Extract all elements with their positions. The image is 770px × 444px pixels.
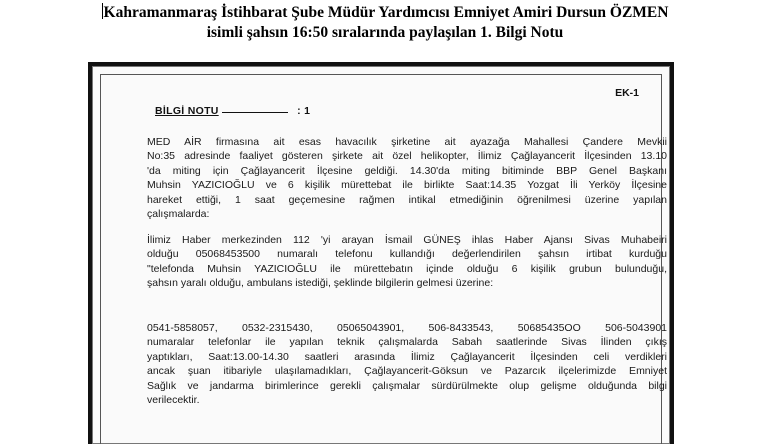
paragraph-1: [147, 135, 667, 221]
text-cursor: [102, 3, 103, 19]
caption: [0, 3, 770, 43]
text-line: çalışmalarda:: [147, 208, 210, 221]
text-line: verilecektir.: [147, 394, 200, 407]
text-line: MED AİR firmasına ait esas havacılık şirketine ait ayazağa Mahallesi Çandere Mevkii: [147, 136, 667, 148]
appendix-tag: EK-1: [615, 87, 639, 99]
text-line: No:35 adresinde faaliyet gösteren şirkete ait özel helikopter, İlimiz Çağlayancerit İlçesinden 13.10: [147, 150, 667, 163]
document-inner-border: [100, 74, 667, 444]
text-line: hareket ettiği, 1 saat geçemesine rağmen intikal etmediğinin öğrenilmesi üzerine yapılan: [147, 193, 667, 206]
text-line: 'da miting için Çağlayancerit İlçesine geldiği. 14.30'da miting bitiminde BBP Genel Başkanı: [147, 164, 667, 177]
text-line: ancak şuan itibariyle ulaşılamadıkları, Çağlayancerit-Göksun ve Pazarcık ilçelerimizde Emniyet: [147, 365, 667, 378]
text-line: olduğu 05068453500 numaralı telefonu kullandığı değerlendirilen şahsın irtibat kurduğu: [147, 248, 667, 261]
text-line: "telefonda Muhsin YAZICIOĞLU ile mürettebatın içinde olduğu 6 kişilik grubun bulunduğu,: [147, 262, 667, 275]
text-line: şahsın yaralı olduğu, ambulans istediği, şeklinde bilgilerin gelmesi üzerine:: [147, 277, 494, 290]
caption-line-1: Kahramanmaraş İstihbarat Şube Müdür Yardımcısı Emniyet Amiri Dursun ÖZMEN: [103, 4, 669, 21]
document-title-number: : 1: [297, 105, 311, 117]
caption-line-2: isimli şahsın 16:50 sıralarında paylaşılan 1. Bilgi Notu: [206, 24, 564, 41]
text-line: Sağlık ve jandarma birimlerince gerekli çalışmalar sürdürülmekte olup gelişme olduğunda bilgi: [147, 379, 667, 392]
document-title-label: BİLGİ NOTU: [155, 105, 219, 117]
paragraph-2: [147, 233, 667, 291]
text-line: 0541-5858057, 0532-2315430, 05065043901, 506-8433543, 50685435OO 506-5043901: [147, 322, 667, 334]
text-line: yaptıkları, Saat:13.00-14.30 saatleri arasında İlimiz Çağlayancerit İlçesinden celi verdikleri: [147, 350, 667, 363]
scanned-document: [88, 62, 674, 444]
paragraph-3: [147, 321, 667, 407]
document-title: [155, 105, 310, 117]
title-underline: [222, 112, 288, 113]
text-line: Muhsin YAZICIOĞLU ve 6 kişilik mürettebat ile birlikte Saat:14.35 Yozgat İli Yerköy İlçesine: [147, 179, 667, 192]
text-line: İlimiz Haber merkezinden 112 'yi arayan İsmail GÜNEŞ ihlas Haber Ajansı Sivas Muhabeiri: [147, 234, 667, 246]
text-line: numaralar telefonlar ile yapılan teknik çalışmalarda Sabah saatlerinde Sivas İlinden çıkış: [147, 336, 667, 349]
